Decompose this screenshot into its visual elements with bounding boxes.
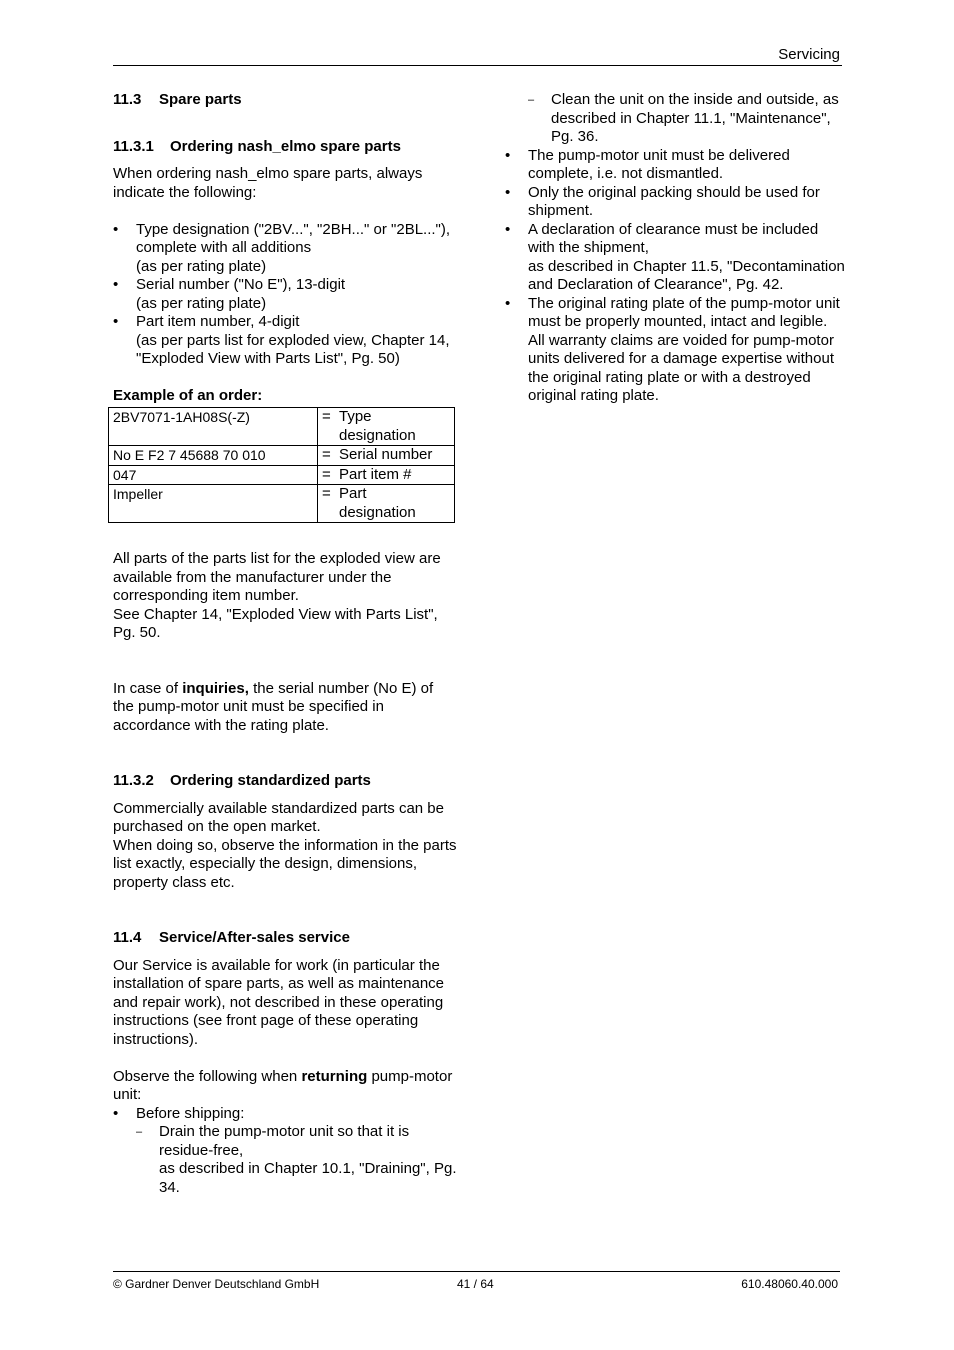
left-column (113, 91, 458, 1197)
list-item: • Before shipping: – Drain the pump-motor unit so that it is residue-free, as described in Chapter 10.1, "Draining", Pg. 34. (113, 1105, 458, 1198)
ordering-intro: When ordering nash_elmo spare parts, always indicate the following: (113, 165, 423, 201)
page-footer (113, 1271, 840, 1291)
list-item: – Clean the unit on the inside and outside, as described in Chapter 11.1, "Maintenance", Pg. 36. (528, 91, 845, 147)
parts-availability-text: All parts of the parts list for the exploded view are available from the manufacturer under the corresponding item number. See Chapter 14, "Exploded View with Parts List", Pg. 50. (113, 550, 441, 641)
example-label: Example of an order: (113, 386, 263, 404)
shipping-steps (136, 1123, 458, 1197)
section-11-4-heading: 11.4 Service/After-sales service (113, 929, 350, 946)
table-row: Impeller = Part designation (109, 485, 455, 523)
list-item: • Serial number ("No E"), 13-digit (as per rating plate) (113, 276, 458, 313)
shipping-steps-continued (528, 91, 845, 147)
list-item: • A declaration of clearance must be included with the shipment, as described in Chapter 11.5, "Decontamination and Declaration of Clearance", Pg. 42. (505, 221, 845, 295)
section-11-3-heading: 11.3 Spare parts (113, 91, 242, 108)
order-example-table (108, 407, 455, 523)
list-item: • Type designation ("2BV...", "2BH..." or "2BL..."), complete with all additions (as per rating plate) (113, 221, 458, 277)
list-item: • Part item number, 4-digit (as per parts list for exploded view, Chapter 14, "Exploded View with Parts List", Pg. 50) (113, 313, 458, 369)
returning-list-continued (505, 147, 845, 406)
table-row: 2BV7071-1AH08S(-Z) = Type designation (109, 408, 455, 446)
standardized-parts-text: Commercially available standardized parts can be purchased on the open market. When doing so, observe the information in the parts list exactly, especially the design, dimensions, property class etc. (113, 799, 457, 891)
list-item: • The original rating plate of the pump-motor unit must be properly mounted, intact and legible. All warranty claims are voided for pump-motor units delivered for a damage expertise without the original rating plate or with a destroyed original rating plate. (505, 295, 845, 406)
footer-copyright: © Gardner Denver Deutschland GmbH (113, 1277, 320, 1291)
list-item: • Only the original packing should be used for shipment. (505, 184, 845, 221)
returning-list (113, 1105, 458, 1198)
list-item: – Drain the pump-motor unit so that it is residue-free, as described in Chapter 10.1, "Draining", Pg. 34. (136, 1123, 458, 1197)
returning-text: Observe the following when returning pump-motor unit: (113, 1067, 453, 1103)
footer-document-number: 610.48060.40.000 (741, 1277, 838, 1291)
section-11-3-1-heading: 11.3.1 Ordering nash_elmo spare parts (113, 137, 401, 155)
table-row: No E F2 7 45688 70 010 = Serial number (109, 446, 455, 466)
right-column (505, 91, 845, 406)
section-11-3-2-heading: 11.3.2 Ordering standardized parts (113, 772, 371, 789)
page-header (113, 45, 842, 66)
header-title: Servicing (778, 46, 840, 63)
ordering-list (113, 221, 458, 369)
service-text: Our Service is available for work (in particular the installation of spare parts, as well as maintenance and repair work), not described in these operating instructions (see front page of these operating instructions). (113, 956, 445, 1048)
list-item: • The pump-motor unit must be delivered complete, i.e. not dismantled. (505, 147, 845, 184)
inquiries-text: In case of inquiries, the serial number (No E) of the pump-motor unit must be specified in accordance with the rating plate. (113, 679, 434, 734)
table-row: 047 = Part item # (109, 465, 455, 485)
footer-page-number: 41 / 64 (457, 1277, 494, 1291)
